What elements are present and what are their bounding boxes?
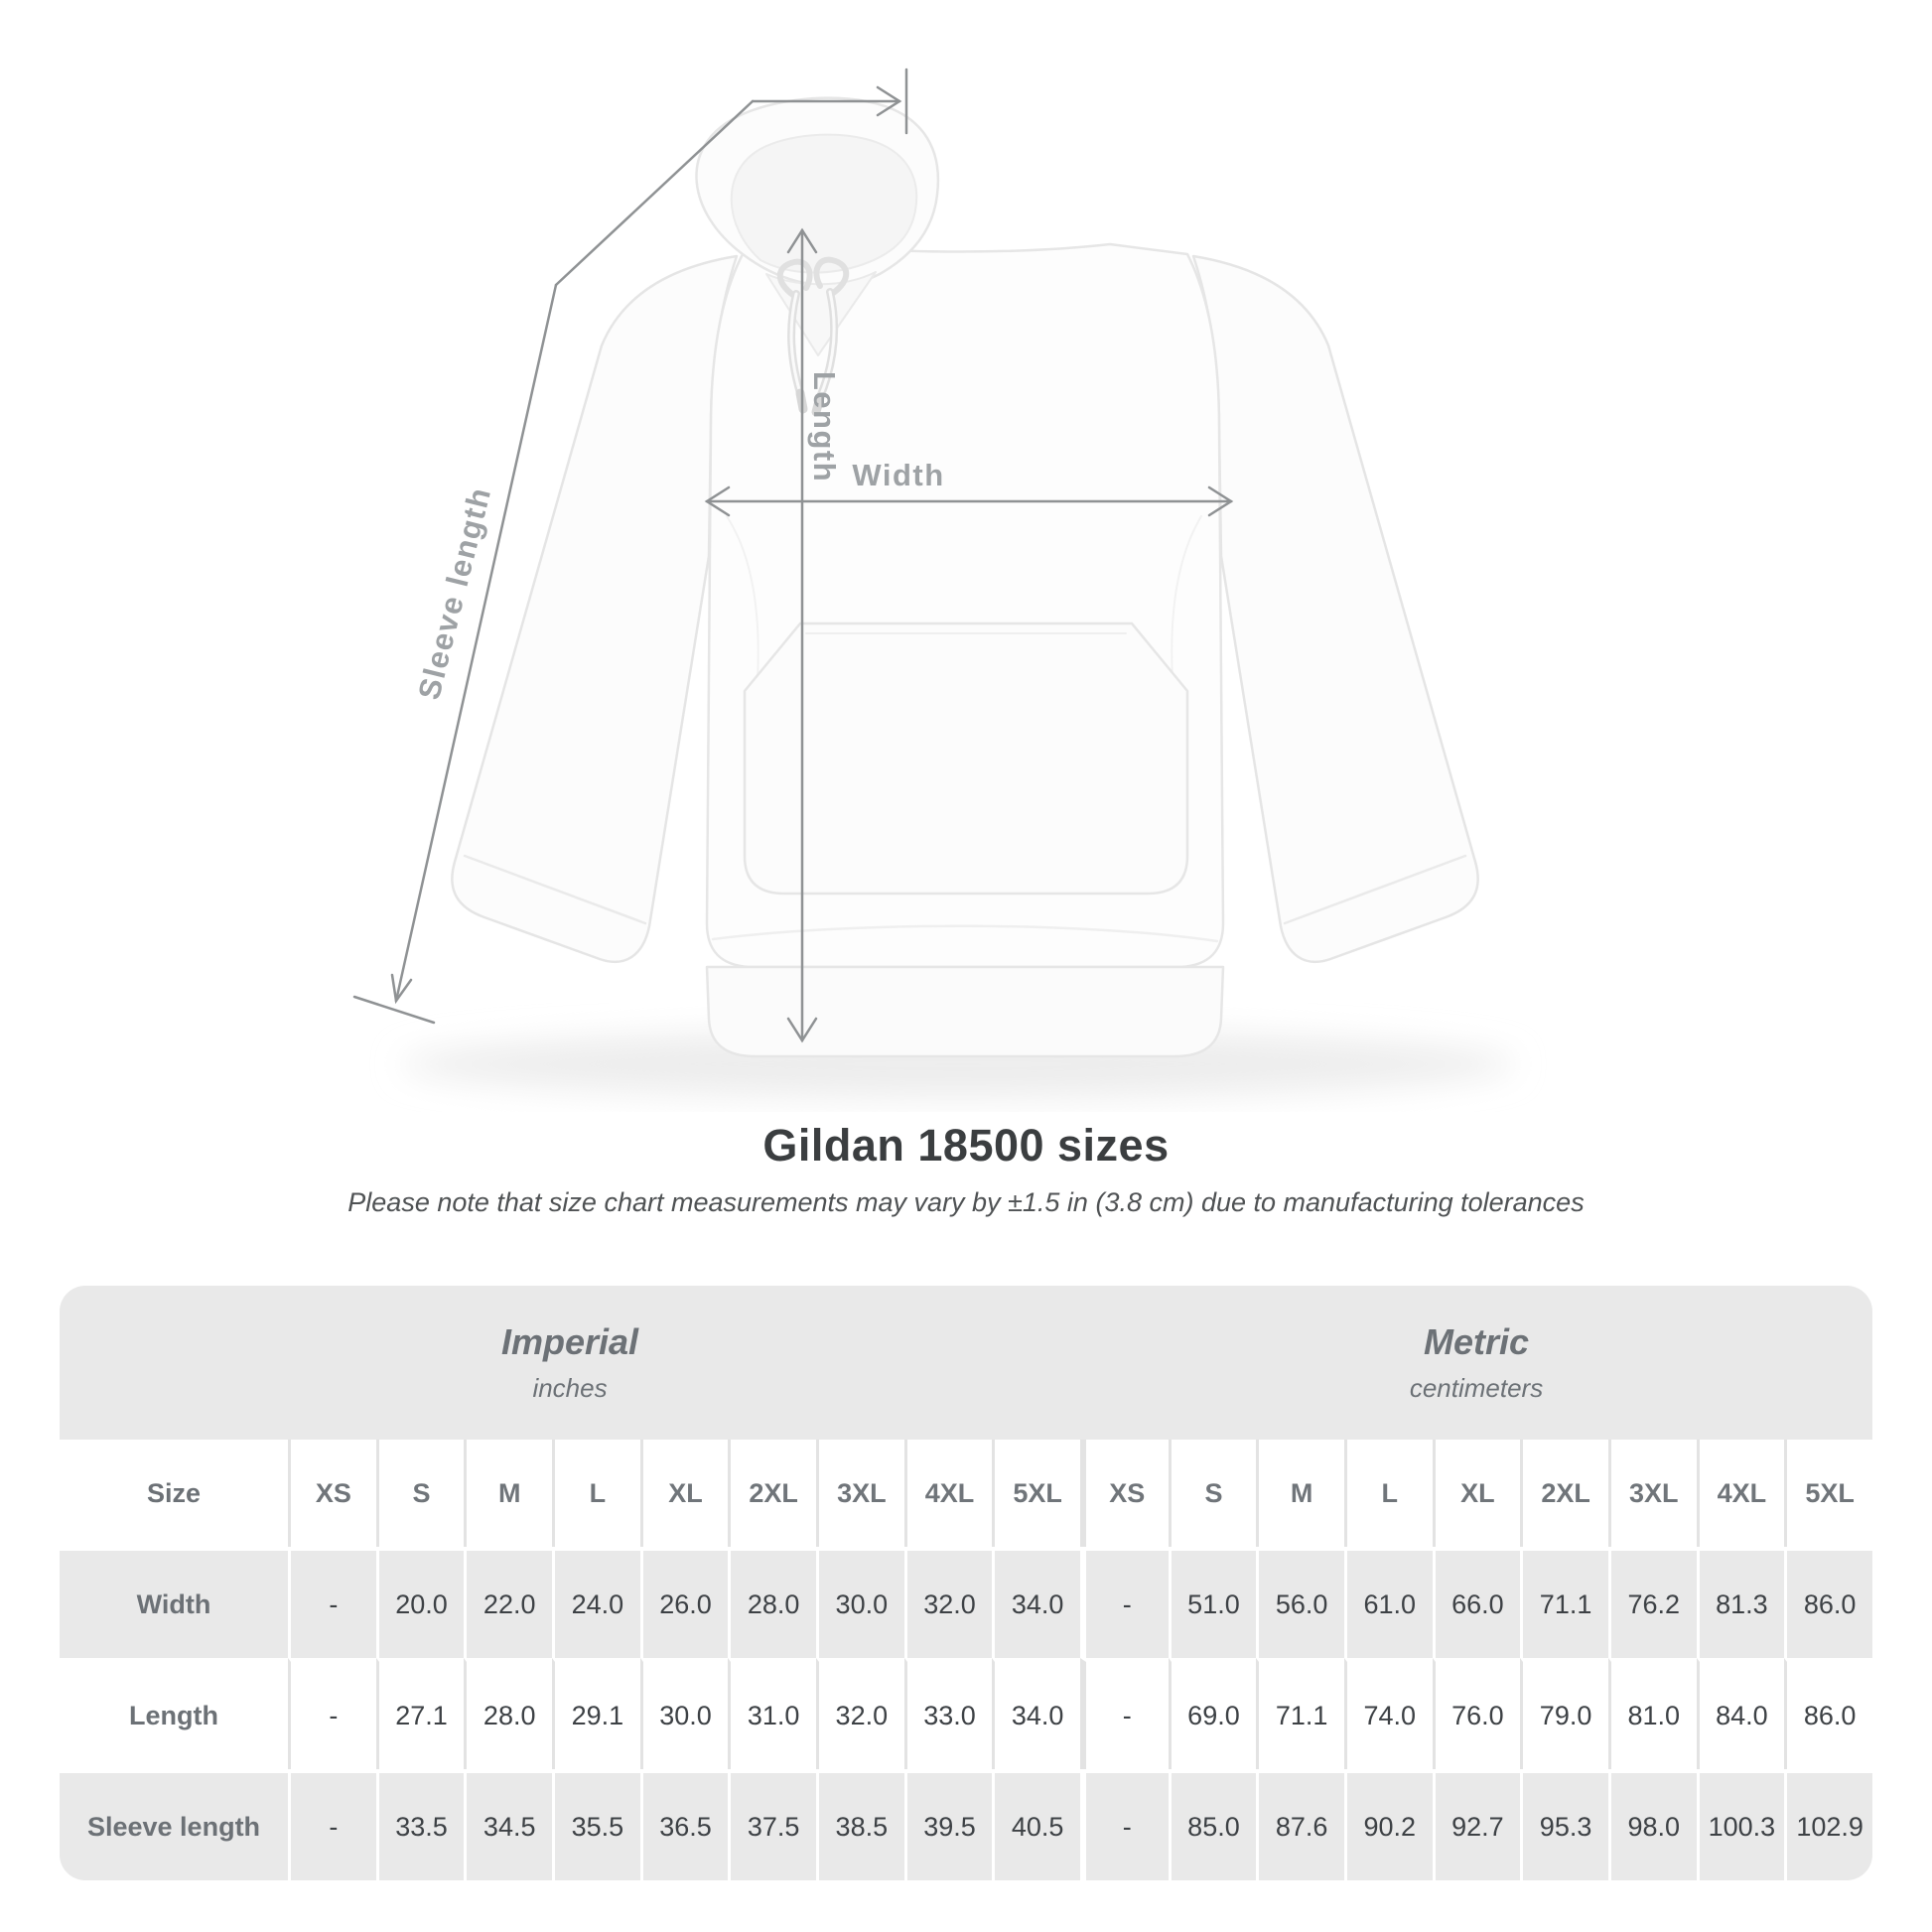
size-value-cell: 102.9 <box>1784 1769 1872 1880</box>
size-value-cell: 39.5 <box>904 1769 993 1880</box>
size-value-cell: 61.0 <box>1344 1547 1433 1658</box>
sleeve-measure-bottom-tick <box>354 997 434 1023</box>
metric-group-label: Metric <box>1423 1321 1530 1362</box>
size-value-cell: 76.0 <box>1433 1658 1521 1769</box>
size-value-cell: 37.5 <box>728 1769 816 1880</box>
size-value-cell: 33.0 <box>904 1658 993 1769</box>
size-value-cell: 28.0 <box>728 1547 816 1658</box>
hoodie-pocket <box>745 623 1187 894</box>
table-row-length <box>60 1658 1872 1769</box>
width-label: Width <box>852 458 945 492</box>
size-value-cell: 74.0 <box>1344 1658 1433 1769</box>
size-header: M <box>1256 1440 1344 1547</box>
size-value-cell: 34.5 <box>464 1769 552 1880</box>
size-value-cell: 32.0 <box>816 1658 904 1769</box>
size-value-cell: 51.0 <box>1169 1547 1257 1658</box>
size-header: 4XL <box>1697 1440 1785 1547</box>
size-value-cell: - <box>1080 1769 1169 1880</box>
table-row-sleeve-length <box>60 1769 1872 1880</box>
page-title: Gildan 18500 sizes <box>762 1120 1170 1171</box>
sleeve-length-label: Sleeve length <box>411 483 498 704</box>
size-value-cell: 90.2 <box>1344 1769 1433 1880</box>
size-value-cell: 40.5 <box>992 1769 1080 1880</box>
size-value-cell: 20.0 <box>376 1547 465 1658</box>
metric-unit-label: centimeters <box>1409 1373 1544 1403</box>
size-header: S <box>1169 1440 1257 1547</box>
size-header: 2XL <box>1520 1440 1608 1547</box>
size-value-cell: 95.3 <box>1520 1769 1608 1880</box>
size-value-cell: 26.0 <box>640 1547 729 1658</box>
size-value-cell: 85.0 <box>1169 1769 1257 1880</box>
size-value-cell: - <box>288 1769 376 1880</box>
size-value-cell: - <box>1080 1547 1169 1658</box>
size-value-cell: 71.1 <box>1256 1658 1344 1769</box>
size-header: L <box>552 1440 640 1547</box>
size-value-cell: 86.0 <box>1784 1658 1872 1769</box>
size-value-cell: 86.0 <box>1784 1547 1872 1658</box>
size-header: L <box>1344 1440 1433 1547</box>
hoodie-hem-band <box>707 967 1223 1056</box>
size-header: 5XL <box>992 1440 1080 1547</box>
size-value-cell: 33.5 <box>376 1769 465 1880</box>
size-header-row <box>60 1440 1872 1547</box>
size-value-cell: 56.0 <box>1256 1547 1344 1658</box>
size-value-cell: 100.3 <box>1697 1769 1785 1880</box>
unit-group-metric <box>1080 1286 1872 1440</box>
size-header: M <box>464 1440 552 1547</box>
hood-opening <box>732 135 916 273</box>
size-value-cell: 38.5 <box>816 1769 904 1880</box>
size-header: 3XL <box>1608 1440 1697 1547</box>
size-value-cell: 34.0 <box>992 1658 1080 1769</box>
size-value-cell: 87.6 <box>1256 1769 1344 1880</box>
size-value-cell: 31.0 <box>728 1658 816 1769</box>
size-value-cell: 76.2 <box>1608 1547 1697 1658</box>
heading-block <box>0 1120 1932 1218</box>
length-label: Length <box>807 370 842 483</box>
size-value-cell: 30.0 <box>816 1547 904 1658</box>
size-value-cell: 66.0 <box>1433 1547 1521 1658</box>
size-value-cell: 98.0 <box>1608 1769 1697 1880</box>
size-value-cell: 69.0 <box>1169 1658 1257 1769</box>
size-header: 3XL <box>816 1440 904 1547</box>
size-value-cell: - <box>1080 1658 1169 1769</box>
page-subtitle: Please note that size chart measurements may vary by ±1.5 in (3.8 cm) due to manufacturing tolerances <box>347 1187 1585 1217</box>
size-col-header: Size <box>60 1440 288 1547</box>
imperial-unit-label: inches <box>532 1373 608 1403</box>
size-header: XS <box>288 1440 376 1547</box>
size-value-cell: - <box>288 1658 376 1769</box>
size-header: 5XL <box>1784 1440 1872 1547</box>
size-value-cell: 81.3 <box>1697 1547 1785 1658</box>
size-value-cell: 34.0 <box>992 1547 1080 1658</box>
size-value-cell: 24.0 <box>552 1547 640 1658</box>
size-header: XS <box>1080 1440 1169 1547</box>
unit-group-imperial <box>60 1286 1080 1440</box>
size-value-cell: 84.0 <box>1697 1658 1785 1769</box>
size-value-cell: 29.1 <box>552 1658 640 1769</box>
size-value-cell: 32.0 <box>904 1547 993 1658</box>
size-header: S <box>376 1440 465 1547</box>
size-value-cell: 30.0 <box>640 1658 729 1769</box>
size-value-cell: 36.5 <box>640 1769 729 1880</box>
unit-group-band <box>60 1286 1872 1440</box>
size-header: 2XL <box>728 1440 816 1547</box>
size-value-cell: 92.7 <box>1433 1769 1521 1880</box>
table-row-width <box>60 1547 1872 1658</box>
size-header: XL <box>640 1440 729 1547</box>
size-value-cell: 35.5 <box>552 1769 640 1880</box>
imperial-group-label: Imperial <box>500 1321 639 1362</box>
size-value-cell: 27.1 <box>376 1658 465 1769</box>
size-value-cell: 28.0 <box>464 1658 552 1769</box>
size-header: XL <box>1433 1440 1521 1547</box>
size-measurements-table <box>60 1440 1872 1880</box>
size-value-cell: 79.0 <box>1520 1658 1608 1769</box>
size-value-cell: 81.0 <box>1608 1658 1697 1769</box>
size-value-cell: - <box>288 1547 376 1658</box>
size-table <box>60 1286 1872 1880</box>
row-label: Width <box>60 1547 288 1658</box>
size-value-cell: 71.1 <box>1520 1547 1608 1658</box>
hoodie-right-sleeve <box>1193 256 1478 962</box>
row-label: Sleeve length <box>60 1769 288 1880</box>
size-value-cell: 22.0 <box>464 1547 552 1658</box>
size-header: 4XL <box>904 1440 993 1547</box>
hoodie-left-sleeve <box>452 256 737 962</box>
row-label: Length <box>60 1658 288 1769</box>
